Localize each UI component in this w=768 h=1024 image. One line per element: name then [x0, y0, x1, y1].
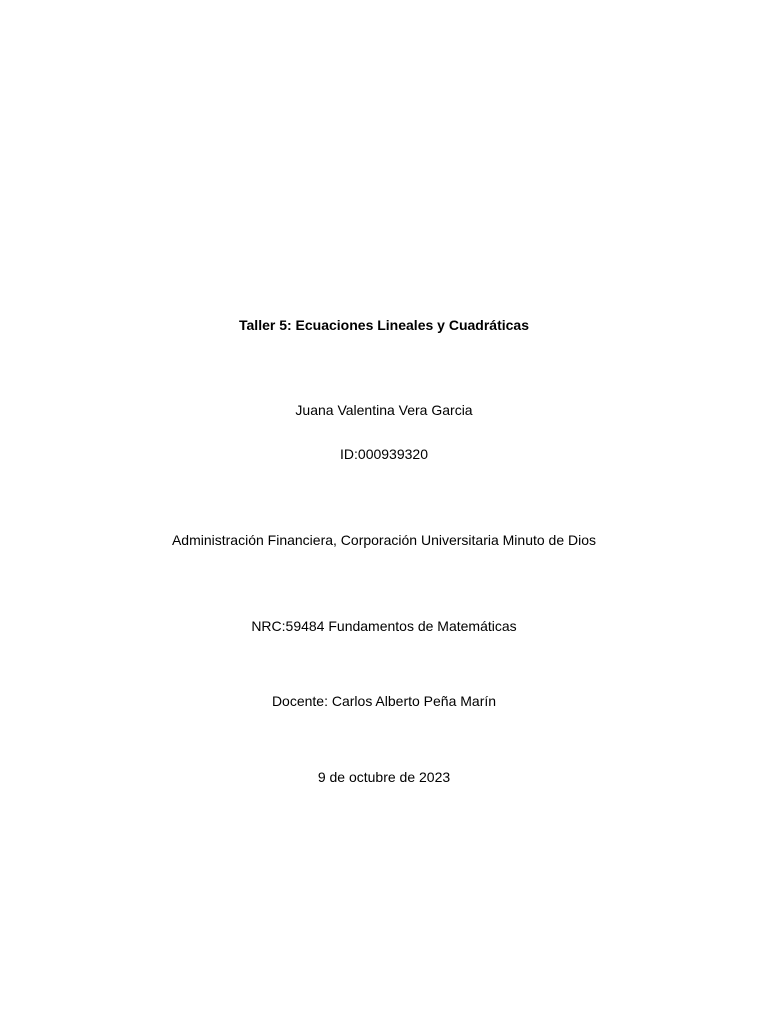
student-id: ID:000939320 [340, 446, 428, 462]
teacher-name: Docente: Carlos Alberto Peña Marín [271, 693, 497, 709]
author-name: Juana Valentina Vera Garcia [295, 402, 473, 418]
document-title: Taller 5: Ecuaciones Lineales y Cuadráticas [239, 317, 529, 333]
course-name: NRC:59484 Fundamentos de Matemáticas [251, 618, 517, 634]
institution: Administración Financiera, Corporación Universitaria Minuto de Dios [171, 532, 597, 548]
submission-date: 9 de octubre de 2023 [317, 769, 451, 785]
